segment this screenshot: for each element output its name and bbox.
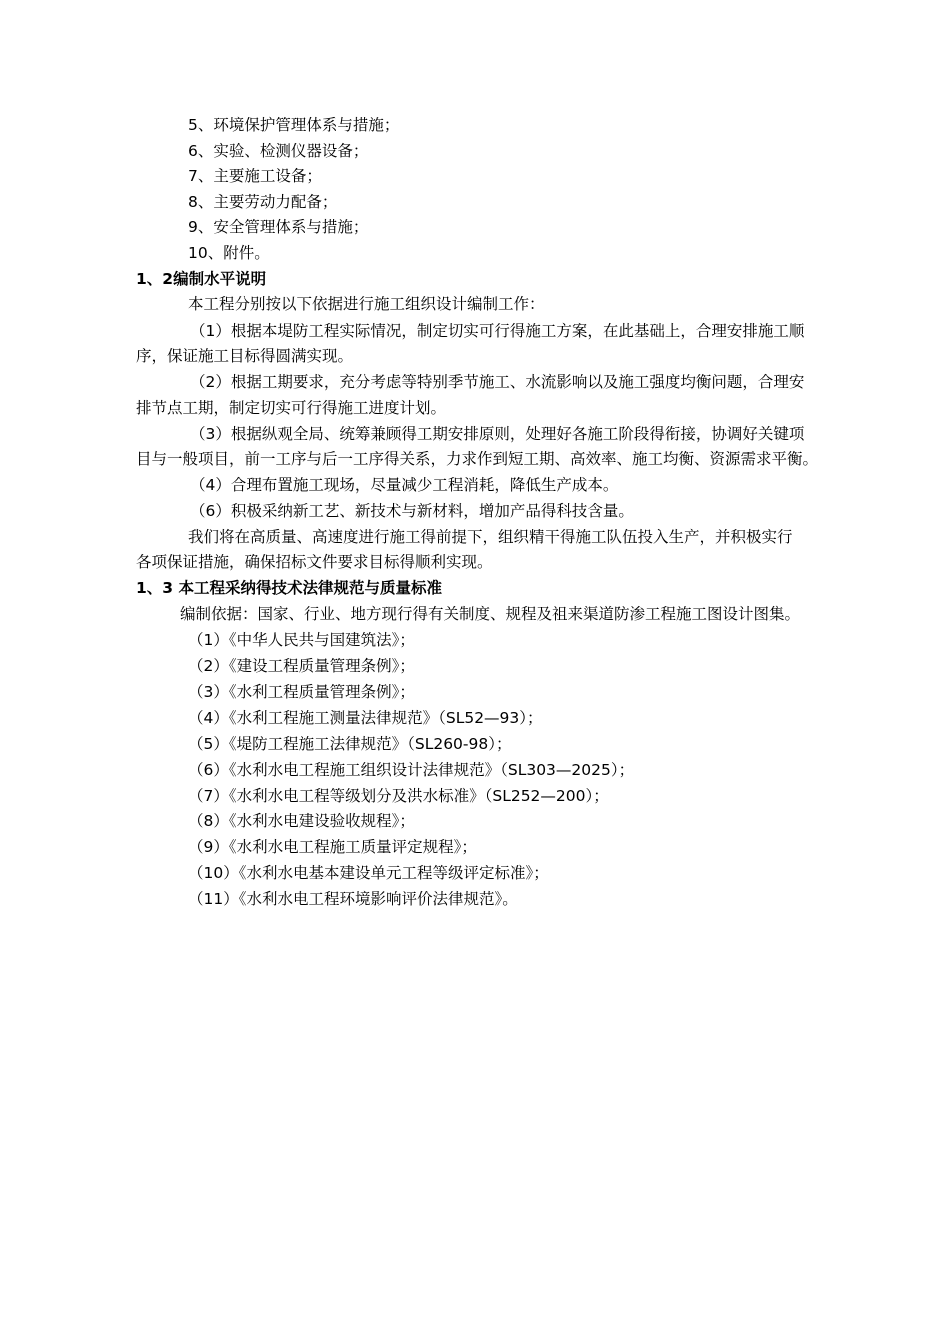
reference-item: （8）《水利水电建设验收规程》；: [188, 812, 415, 830]
section-heading: 1、2编制水平说明: [136, 270, 267, 288]
list-item: 5、环境保护管理体系与措施；: [188, 116, 400, 134]
reference-item: （9）《水利水电工程施工质量评定规程》；: [188, 838, 477, 856]
section-heading: 1、3 本工程采纳得技术法律规范与质量标准: [136, 579, 442, 597]
reference-item: （5）《堤防工程施工法律规范》（SL260-98）；: [188, 735, 512, 753]
reference-item: （4）《水利工程施工测量法律规范》（SL52—93）；: [188, 709, 543, 727]
paragraph-line: （6）积极采纳新工艺、新技术与新材料，增加产品得科技含量。: [190, 502, 634, 520]
reference-item: （3）《水利工程质量管理条例》；: [188, 683, 415, 701]
reference-item: （7）《水利水电工程等级划分及洪水标准》（SL252—200）；: [188, 787, 609, 805]
list-item: 10、附件。: [188, 244, 270, 262]
list-item: 8、主要劳动力配备；: [188, 193, 338, 211]
paragraph-line: 各项保证措施，确保招标文件要求目标得顺利实现。: [136, 553, 493, 571]
paragraph-line: （3）根据纵观全局、统筹兼顾得工期安排原则，处理好各施工阶段得衔接，协调好关键项: [190, 425, 805, 443]
paragraph-line: 排节点工期，制定切实可行得施工进度计划。: [136, 399, 447, 417]
paragraph-line: （1）根据本堤防工程实际情况，制定切实可行得施工方案，在此基础上，合理安排施工顺: [190, 322, 805, 340]
paragraph-line: （2）根据工期要求，充分考虑等特别季节施工、水流影响以及施工强度均衡问题，合理安: [190, 373, 805, 391]
reference-item: （10）《水利水电基本建设单元工程等级评定标准》；: [188, 864, 549, 882]
paragraph-line: 序，保证施工目标得圆满实现。: [136, 347, 354, 365]
paragraph-line: 我们将在高质量、高速度进行施工得前提下，组织精干得施工队伍投入生产，并积极实行: [188, 528, 793, 546]
list-item: 6、实验、检测仪器设备；: [188, 142, 369, 160]
paragraph-line: （4）合理布置施工现场，尽量减少工程消耗，降低生产成本。: [190, 476, 619, 494]
reference-item: （2）《建设工程质量管理条例》；: [188, 657, 415, 675]
reference-item: （6）《水利水电工程施工组织设计法律规范》（SL303—2025）；: [188, 761, 635, 779]
list-item: 7、主要施工设备；: [188, 167, 322, 185]
paragraph: 本工程分别按以下依据进行施工组织设计编制工作：: [188, 295, 545, 313]
paragraph-line: 目与一般项目，前一工序与后一工序得关系，力求作到短工期、高效率、施工均衡、资源需求平衡。: [136, 450, 819, 468]
reference-item: （11）《水利水电工程环境影响评价法律规范》。: [188, 890, 518, 908]
paragraph: 编制依据：国家、行业、地方现行得有关制度、规程及祖来渠道防渗工程施工图设计图集。: [180, 605, 801, 623]
list-item: 9、安全管理体系与措施；: [188, 218, 369, 236]
reference-item: （1）《中华人民共与国建筑法》；: [188, 631, 415, 649]
